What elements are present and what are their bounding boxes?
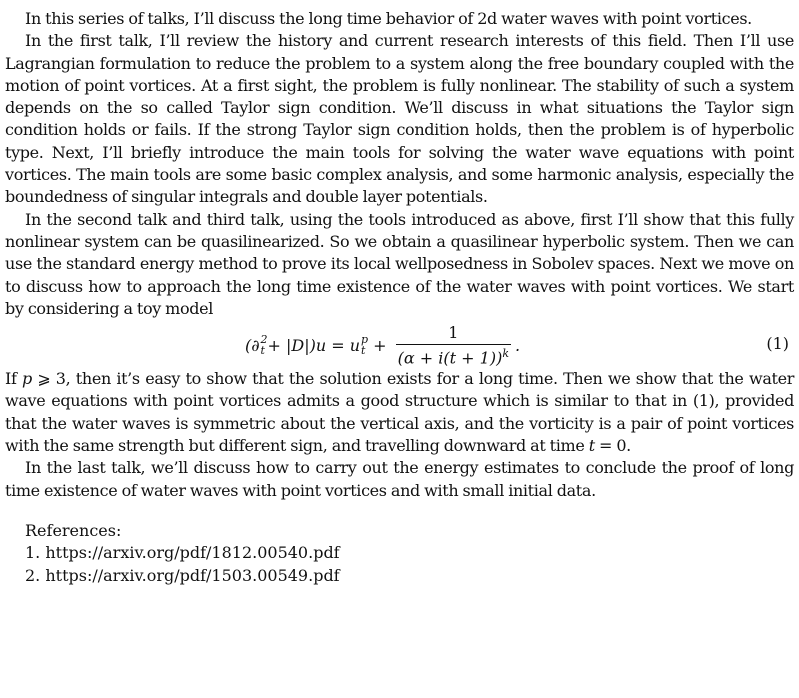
after-eq-part3: = 0. xyxy=(594,436,631,456)
eq-denominator-text: (α + i(t + 1)) xyxy=(397,348,503,368)
eq-lhs-sub: t xyxy=(260,344,265,358)
reference-link-1[interactable]: 1. https://arxiv.org/pdf/1812.00540.pdf xyxy=(25,543,340,563)
intro-paragraph: In this series of talks, I’ll discuss the long time behavior of 2d water waves with point vortices. xyxy=(25,9,752,28)
toy-model-equation xyxy=(5,322,794,368)
eq-numerator: 1 xyxy=(448,322,459,342)
second-third-talk-paragraph: In the second talk and third talk, using the tools introduced as above, first I’ll show that this fully nonlinear system can be quasilinearized. So we obtain a quasilinear hyperbolic system. Then we can use the standard energy method to prove its local wellposedness in Sobolev spaces. Next we move on to discuss how to approach the long time existence of the water waves with point vortices. We start by considering a toy model xyxy=(5,209,794,318)
references-heading: References: xyxy=(25,520,122,540)
eq-rhs-sup: p xyxy=(361,333,369,347)
reference-link-2[interactable]: 2. https://arxiv.org/pdf/1503.00549.pdf xyxy=(25,565,340,585)
eq-denominator xyxy=(396,344,511,367)
after-equation-paragraph xyxy=(5,368,794,457)
first-talk-paragraph: In the first talk, I’ll review the history and current research interests of this field. Then I’ll use Lagrangian formulation to reduce the problem to a system along the free boundary coupled with the motion of point vortices. At a first sight, the problem is fully nonlinear. The stability of such a system depends on the so called Taylor sign condition. We’ll discuss in what situations the Taylor sign condition holds or fails. If the strong Taylor sign condition holds, then the problem is of hyperbolic type. Next, I’ll briefly introduce the main tools for solving the water wave equations with point vortices. The main tools are some basic complex analysis, and some harmonic analysis, especially the boundedness of singular integrals and double layer potentials. xyxy=(5,31,794,207)
last-talk-paragraph: In the last talk, we’ll discuss how to carry out the energy estimates to conclude the proof of long time existence of water waves with point vortices and with small initial data. xyxy=(5,458,794,500)
equation-body xyxy=(245,322,520,368)
eq-rhs-scripts xyxy=(361,334,368,356)
references-section xyxy=(5,520,794,587)
eq-lhs-open: (∂ xyxy=(245,335,260,355)
after-eq-var-t: t xyxy=(588,436,595,456)
eq-fraction xyxy=(396,323,511,367)
eq-plus: + xyxy=(368,335,392,355)
eq-lhs-mid: + |D|)u = u xyxy=(267,335,361,355)
eq-lhs-scripts xyxy=(261,334,268,356)
eq-end: . xyxy=(515,335,521,355)
after-eq-var-p: p xyxy=(21,369,32,389)
after-eq-part2: ⩾ 3, then it’s easy to show that the solution exists for a long time. Then we show that the water wave equations with point vortices admits a good structure which is similar to that in (1), provided that the water waves is symmetric about the vertical axis, and the vorticity is a pair of point vortices with the same strength but different sign, and travelling downward at time xyxy=(5,369,795,456)
after-eq-part1: If xyxy=(5,369,22,389)
eq-lhs-sup: 2 xyxy=(260,333,268,347)
equation-number: (1) xyxy=(766,334,789,354)
eq-denominator-sup: k xyxy=(502,346,509,360)
eq-rhs-sub: t xyxy=(361,344,366,358)
